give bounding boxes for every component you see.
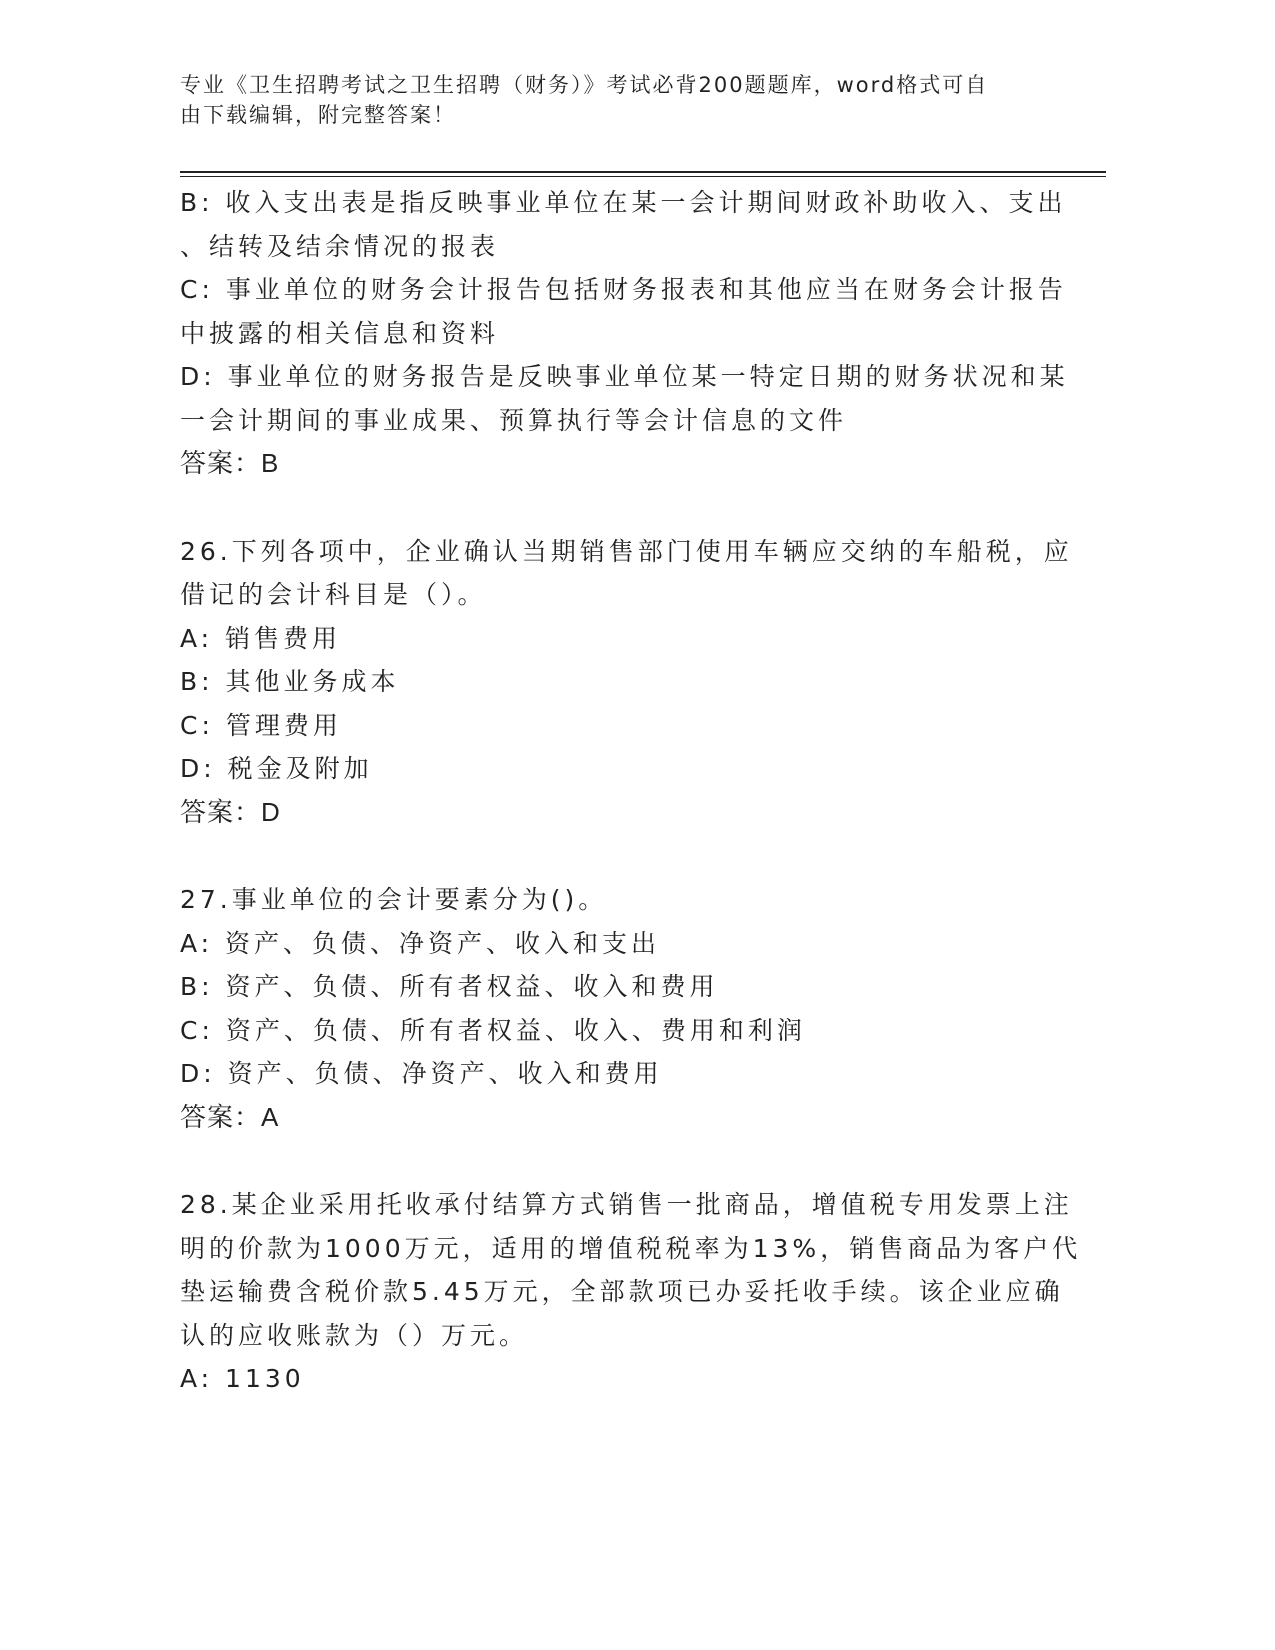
question-28-stem-line-4: 认的应收账款为（）万元。 bbox=[180, 1320, 529, 1350]
question-28-option-a: A: 1130 bbox=[180, 1364, 305, 1393]
answer-25: 答案：B bbox=[180, 448, 280, 478]
option-b-line-1: B: 收入支出表是指反映事业单位在某一会计期间财政补助收入、支出 bbox=[180, 188, 1067, 217]
question-28-stem-line-3: 垫运输费含税价款5.45万元，全部款项已办妥托收手续。该企业应确 bbox=[180, 1277, 1064, 1306]
question-27-option-a: A: 资产、负债、净资产、收入和支出 bbox=[180, 928, 661, 958]
question-26-stem-line-1: 26.下列各项中，企业确认当期销售部门使用车辆应交纳的车船税，应 bbox=[180, 536, 1073, 566]
question-content bbox=[180, 181, 1082, 1401]
question-28 bbox=[180, 1183, 1082, 1401]
question-26-option-a: A: 销售费用 bbox=[180, 623, 342, 653]
option-b-line-2: 、结转及结余情况的报表 bbox=[180, 231, 500, 261]
question-28-stem-line-1: 28.某企业采用托收承付结算方式销售一批商品，增值税专用发票上注 bbox=[180, 1190, 1073, 1219]
question-27-option-b: B: 资产、负债、所有者权益、收入和费用 bbox=[180, 972, 719, 1001]
question-27-stem: 27.事业单位的会计要素分为()。 bbox=[180, 885, 608, 914]
option-c-line-2: 中披露的相关信息和资料 bbox=[180, 318, 500, 348]
question-25-tail bbox=[180, 181, 1069, 486]
option-d-line-2: 一会计期间的事业成果、预算执行等会计信息的文件 bbox=[180, 405, 848, 435]
spacer bbox=[180, 1139, 1030, 1183]
spacer bbox=[180, 834, 1030, 878]
spacer bbox=[180, 486, 1030, 530]
question-26-option-d: D: 税金及附加 bbox=[180, 754, 373, 783]
document-header bbox=[180, 70, 1030, 130]
question-26-option-c: C: 管理费用 bbox=[180, 710, 342, 740]
question-27-option-c: C: 资产、负债、所有者权益、收入、费用和利润 bbox=[180, 1015, 806, 1045]
option-d-line-1: D: 事业单位的财务报告是反映事业单位某一特定日期的财务状况和某 bbox=[180, 362, 1069, 391]
question-27 bbox=[180, 878, 1030, 1139]
option-c-line-1: C: 事业单位的财务会计报告包括财务报表和其他应当在财务会计报告 bbox=[180, 275, 1067, 304]
answer-26: 答案：D bbox=[180, 796, 281, 827]
question-27-option-d: D: 资产、负债、净资产、收入和费用 bbox=[180, 1059, 663, 1088]
header-line-1: 专业《卫生招聘考试之卫生招聘（财务）》考试必背200题题库，word格式可自 bbox=[180, 73, 989, 97]
header-line-2: 由下载编辑，附完整答案！ bbox=[180, 103, 456, 127]
question-28-stem-line-2: 明的价款为1000万元，适用的增值税税率为13%，销售商品为客户代 bbox=[180, 1233, 1082, 1263]
question-26-option-b: B: 其他业务成本 bbox=[180, 667, 400, 696]
header-rule-thin bbox=[180, 176, 1106, 177]
question-26 bbox=[180, 530, 1073, 835]
question-26-stem-line-2: 借记的会计科目是（）。 bbox=[180, 580, 487, 609]
header-rule-thick bbox=[180, 171, 1106, 173]
answer-27: 答案：A bbox=[180, 1101, 280, 1132]
